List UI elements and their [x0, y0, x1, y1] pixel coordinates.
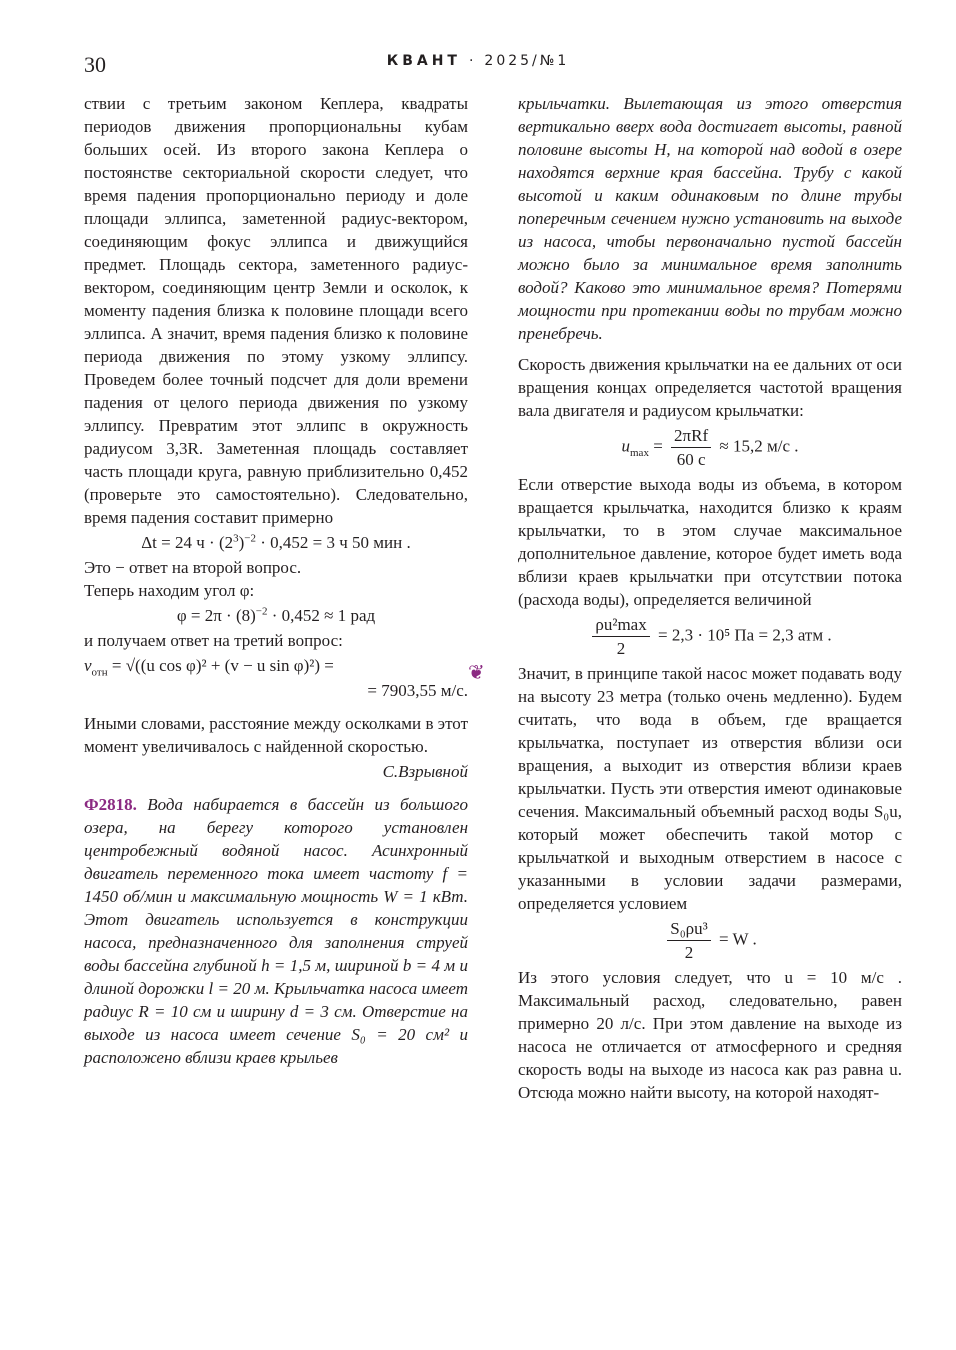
paragraph: Из этого условия следует, что u = 10 м/с . Максимальный расход, следовательно, равен примерно 20 л/с. При этом давление на выходе из насоса не отличается от атмосферного и средняя скорость воды на выходе из насоса как раз равна u. Отсюда можно найти высоту, на которой находят-	[518, 968, 902, 1102]
formula-v-rel-result: = 7903,55 м/с.	[367, 681, 468, 700]
formula-delta-t: Δt = 24 $ч \cdot (2^3)^{-2} \cdot 0,452 = 3$ ч 50 мин .	[141, 532, 411, 552]
formula-v-rel: $v_{отн} = √((u$ cos φ)² + (v − u sin φ)²) =	[84, 656, 334, 679]
problem-statement: Ф2818. Вода набирается в бассейн из большого озера, на берегу которого установлен центробежный водяной насос. Асинхронный двигатель переменного тока имеет частоту f = 1450 об/мин и максимальную мощность W = 1 кВт. Этот двигатель используется в конструкции насоса, предназначенного для заполнения струей воды бассейна глубиной h = 1,5 м, шириной b = 4 м и длиной дорожки l = 20 м. Крыльчатка насоса имеет радиус R = 10 см и ширину d = 3 см. Отверстие на выходе из насоса имеет сечение S₀ = 20 см² и расположено вблизи краев крыльев	[84, 795, 468, 1067]
formula-power: $\frac{\text{S₀ρu³}}{2}$ = W .	[518, 917, 902, 964]
paragraph: Значит, в принципе такой насос может подавать воду на высоту 23 метра (только очень медленно). Будем считать, что вода в объем, где вращается крыльчатка, поступает из отверстия вблизи оси вращения, а выходит из отверстия вблизи краев крыльчатки. Пусть эти отверстия имеют одинаковые сечения. Максимальный объемный расход воды S₀u, который может обеспечить такой мотор с крыльчаткой и выходным отверстием в насосе с указанными в условии задачи размерами, определяется условием	[518, 664, 902, 913]
paragraph: Это − ответ на второй вопрос.	[84, 558, 302, 577]
paragraph: Иными словами, расстояние между осколками в этот момент увеличивалось с найденной скоростью.	[84, 714, 468, 756]
separator: ·	[468, 53, 477, 69]
paragraph: Если отверстие выхода воды из объема, в котором вращается крыльчатка, находится близко к краям крыльчатки, то в этом случае максимальное дополнительное давление, которое будет иметь вода вблизи краев крыльчатки при отсутствии потока (расхода воды), определяется величиной	[518, 475, 902, 609]
running-head	[0, 53, 956, 69]
author-signature: С.Взрывной	[382, 762, 468, 781]
problem-statement-continued: крыльчатки. Вылетающая из этого отверстия вертикально вверх вода достигает высоты, равной половине высоты H, на которой над водой в озере находятся верхние края бассейна. Трубу с какой высотой и каким одинаковым по длине трубы поперечным сечением нужно установить на выходе из насоса, чтобы первоначально пустой бассейн можно было за минимальное время заполнить водой? Каково это минимальное время? Потерями мощности при протекании воды по трубам можно пренебречь.	[518, 94, 902, 343]
paragraph: Теперь находим угол φ:	[84, 581, 255, 600]
issue-number: 2025/№1	[484, 53, 570, 69]
magazine-title: КВАНТ	[386, 53, 461, 69]
paragraph: ствии с третьим законом Кеплера, квадраты периодов движения пропорциональны кубам больших осей. Из второго закона Кеплера о постоянстве секториальной скорости следует, что время падения пропорционально периоду и доле площади эллипса, заметенной радиус-вектором, соединяющим фокус эллипса и движущийся предмет. Площадь сектора, заметенного радиус-вектором, соединяющим центр Земли и осколок, к моменту падения близка к половине площади всего эллипса. А значит, время падения близко к половине периода движения по этому узкому эллипсу. Проведем более точный подсчет для доли времени падения от целого периода движения по узкому эллипсу. Превратим этот эллипс в окружность радиусом 3,3R. Заметенная площадь составляет часть площади круга, равную приблизительно 0,452 (проверьте это самостоятельно). Следовательно, время падения составит примерно	[84, 94, 468, 527]
paragraph: Скорость движения крыльчатки на ее дальних от оси вращения концах определяется частотой вращения вала двигателя и радиусом крыльчатки:	[518, 355, 902, 420]
formula-pressure: $\frac{\text{ρu²max}}{2}$ = 2,3 · 10⁵ Па = 2,3 атм .	[518, 613, 902, 660]
problem-id: Ф2818.	[84, 795, 137, 814]
right-column	[518, 92, 902, 1104]
left-column	[84, 92, 468, 1069]
paragraph: и получаем ответ на третий вопрос:	[84, 631, 343, 650]
ornament-icon: ❦	[468, 660, 485, 684]
formula-u-max: $u_{max}$ = $\frac{\text{2πRf}}{60 с}$ ≈ 15,2 м/с .	[621, 426, 799, 469]
page-number: 30	[84, 52, 106, 77]
formula-phi: $\varphi = 2\pi \cdot (8)^{-2} \cdot 0,452 \approx 1$ рад	[176, 605, 376, 625]
